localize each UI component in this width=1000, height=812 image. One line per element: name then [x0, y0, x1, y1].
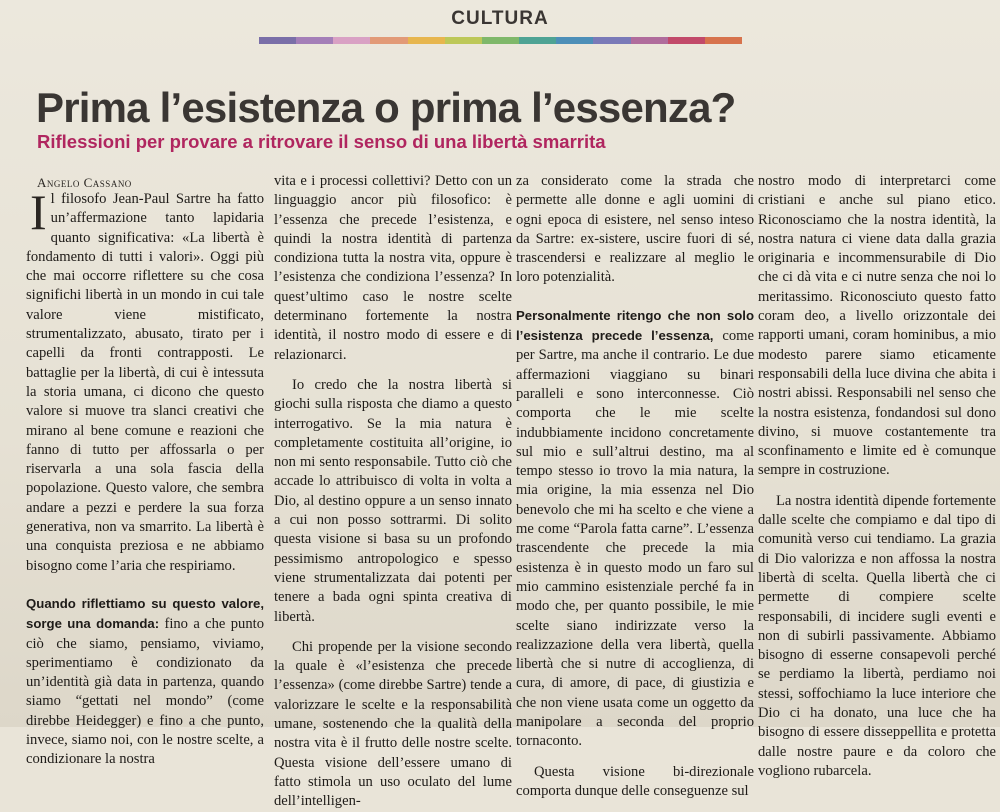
color-bar-segment: [668, 37, 705, 44]
color-bar-segment: [593, 37, 630, 44]
article-byline: Angelo Cassano: [37, 175, 132, 190]
color-bar-segment: [333, 37, 370, 44]
article-paragraph: Io credo che la nostra libertà si giochi sulla risposta che diamo a questo interrogativo. Se la mia natura è completamente costituita all’origine, io non mi sento responsabile. Tutto ciò che accade lo attribuisco di volta in volta a Dio, al destino oppure a un senso innato a cui non posso sottrarmi. Di solito questa visione si basa su un profondo pessimismo antropologico e spesso viene strumentalizzata dai potenti per tenere a bada ogni spinta creativa di libertà.: [274, 376, 512, 625]
article-column-2: [274, 172, 512, 810]
paragraph-text: fino a che punto ciò che siamo, pensiamo, viviamo, sperimentiamo è condizionato da un’identità già data in partenza, quando siamo “gettati nel mondo” (come direbbe Heidegger) e fino a che punto, invece, siamo noi, con le nostre scelte, a condizionare la nostra: [26, 616, 264, 768]
color-bar-segment: [705, 37, 742, 44]
drop-cap: I: [30, 184, 47, 240]
color-bar-segment: [631, 37, 668, 44]
article-subtitle: Riflessioni per provare a ritrovare il senso di una libertà smarrita: [37, 131, 606, 152]
paragraph-lead: Quando riflettiamo su questo valore, sorge una domanda:: [26, 595, 264, 632]
section-color-bar: [259, 37, 742, 44]
article-headline: Prima l’esistenza o prima l’essenza?: [36, 84, 736, 131]
article-paragraph: La nostra identità dipende fortemente dalle scelte che compiamo e dal tipo di comunità verso cui tendiamo. La grazia di Dio valorizza e non affossa la nostra libertà di scelta. Quella libertà che ci permette di compiere scelte responsabili, di incidere sugli eventi e non di subirli passivamente. Abbiamo bisogno di esserne consapevoli perché se perdiamo la libertà, perdiamo noi stessi, soffochiamo la luce interiore che Dio ci ha donato, una luce che ha bisogno di essere disseppellita e protetta dalle nostre paure e da coloro che vogliono rubarcela.: [758, 492, 996, 779]
color-bar-segment: [408, 37, 445, 44]
color-bar-segment: [296, 37, 333, 44]
paragraph-text: l filosofo Jean-Paul Sartre ha fatto un’affermazione tanto lapidaria quanto significativa: «La libertà è fondamento di tutti i valori». Oggi più che mai occorre riflettere su che cosa significhi libertà in un mondo in cui tale valore viene mistificato, strumentalizzato, abusato, tirato per i capelli da fronti contrapposti. Le battaglie per la libertà, di cui è intessuta la storia umana, ci dicono che questo valore si muove tra slanci creativi che mirano al bene comune e reazioni che fanno di tutto per affossarla o per riservarla a una sola fascia della popolazione. Questo valore, che sembra andare a pezzi e perdere la sua forza generativa, non va smarrito. La libertà è una conquista preziosa e ne abbiamo bisogno come l’aria che respiriamo.: [26, 191, 264, 574]
color-bar-segment: [482, 37, 519, 44]
article-paragraph: [26, 594, 264, 770]
article-paragraph: za considerato come la strada che permette alle donne e agli uomini di ogni epoca di esistere, nel senso inteso da Sartre: ex-sistere, uscire fuori di sé, trascendersi e realizzare al meglio le loro potenzialità.: [516, 173, 754, 286]
color-bar-segment: [259, 37, 296, 44]
article-paragraph: [26, 184, 264, 576]
article-paragraph: [516, 306, 754, 752]
article-paragraph: Chi propende per la visione secondo la quale è «l’esistenza che precede l’essenza» (come direbbe Sartre) tende a valorizzare le scelte e la responsabilità umane, sostenendo che la qualità della nostra vita è il frutto delle nostre scelte. Questa visione dell’essere umano di fatto stimola un uso oculato del lume dell’intelligen-: [274, 638, 512, 810]
paragraph-text: come per Sartre, ma anche il contrario. Le due affermazioni viaggiano su binari paralleli e sono interconnesse. Ciò comporta che le mie scelte indubbiamente incidono concretamente sul mio e sull’altrui destino, ma al tempo stesso io trovo la mia natura, la mia origine, la mia essenza nel Dio benevolo che mi ha scelto e che viene a me come “Parola fatta carne”. L’essenza trascendente che precede la mia esistenza è in questo modo un faro sul mio cammino esistenziale perché fa in modo che, per quanto possibile, le mie scelte siano indirizzate verso la realizzazione della vera libertà, quella libertà che si nutre di accoglienza, di cura, di amore, di pace, di giustizia e che non viene usata come un oggetto da manipolare a seconda del proprio tornaconto.: [516, 328, 754, 750]
color-bar-segment: [556, 37, 593, 44]
article-column-4: [758, 172, 996, 779]
article-paragraph: vita e i processi collettivi? Detto con un linguaggio ancor più filosofico: è l’essenza che precede l’esistenza, e quindi la nostra identità di partenza condiziona tutta la nostra vita, oppure è l’esistenza che condiziona l’essenza? In quest’ultimo caso le nostre scelte determinano fortemente la nostra identità, il nostro modo di essere e di relazionarci.: [274, 173, 512, 363]
paragraph-lead: Personalmente ritengo che non solo l’esistenza precede l’essenza,: [516, 307, 754, 344]
article-paragraph: Questa visione bi-direzionale comporta dunque delle conseguenze sul: [516, 763, 754, 799]
article-paragraph: nostro modo di interpretarci come cristiani e anche sul piano etico. Riconosciamo che la nostra identità, la nostra natura ci viene data dalla grazia originaria e incommensurabile di Dio che ci dà vita e ci nutre senza che noi lo meritassimo. Riconosciuto questo fatto coram deo, a livello orizzontale dei rapporti umani, coram hominibus, a mio modesto parere siamo eticamente responsabili della luce divina che abita i nostri abissi. Responsabili nel senso che la nostra esistenza, fondandosi sul dono divino, si muove costantemente tra sconfinamento e limite ed è comunque sempre in costruzione.: [758, 173, 996, 479]
color-bar-segment: [370, 37, 407, 44]
article-column-1: [26, 184, 264, 768]
color-bar-segment: [519, 37, 556, 44]
section-label: CULTURA: [451, 8, 549, 29]
color-bar-segment: [445, 37, 482, 44]
article-column-3: [516, 172, 754, 799]
